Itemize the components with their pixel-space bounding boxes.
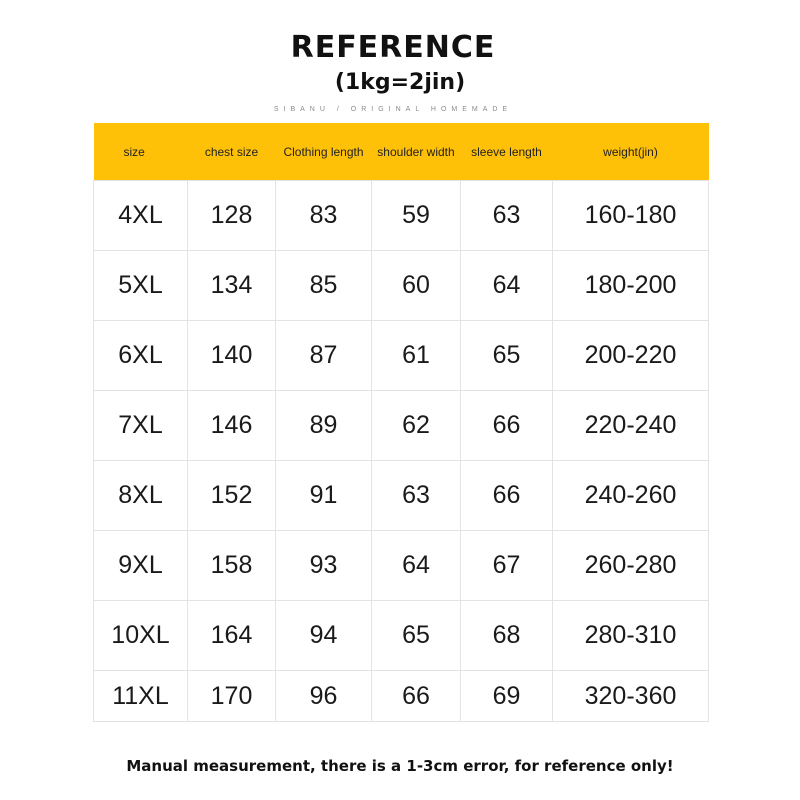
cell-clothing-length: 94 xyxy=(276,601,372,671)
cell-weight: 200-220 xyxy=(553,321,709,391)
cell-sleeve-length: 65 xyxy=(461,321,553,391)
size-chart-table xyxy=(93,123,709,722)
measurement-disclaimer: Manual measurement, there is a 1-3cm error, for reference only! xyxy=(126,757,674,775)
cell-sleeve-length: 63 xyxy=(461,181,553,251)
cell-size: 7XL xyxy=(94,391,188,461)
cell-size: 5XL xyxy=(94,251,188,321)
table-row xyxy=(94,671,709,722)
cell-clothing-length: 87 xyxy=(276,321,372,391)
cell-sleeve-length: 64 xyxy=(461,251,553,321)
table-row xyxy=(94,391,709,461)
cell-shoulder-width: 59 xyxy=(372,181,461,251)
cell-size: 4XL xyxy=(94,181,188,251)
cell-weight: 320-360 xyxy=(553,671,709,722)
cell-sleeve-length: 66 xyxy=(461,391,553,461)
column-header-shoulder-width: shoulder width xyxy=(372,123,461,181)
cell-sleeve-length: 67 xyxy=(461,531,553,601)
cell-chest-size: 164 xyxy=(188,601,276,671)
cell-shoulder-width: 61 xyxy=(372,321,461,391)
cell-chest-size: 170 xyxy=(188,671,276,722)
column-header-clothing-length: Clothing length xyxy=(276,123,372,181)
cell-shoulder-width: 63 xyxy=(372,461,461,531)
cell-chest-size: 146 xyxy=(188,391,276,461)
cell-size: 8XL xyxy=(94,461,188,531)
cell-clothing-length: 89 xyxy=(276,391,372,461)
cell-sleeve-length: 69 xyxy=(461,671,553,722)
cell-weight: 160-180 xyxy=(553,181,709,251)
cell-clothing-length: 96 xyxy=(276,671,372,722)
cell-shoulder-width: 62 xyxy=(372,391,461,461)
table-row xyxy=(94,531,709,601)
cell-shoulder-width: 60 xyxy=(372,251,461,321)
cell-shoulder-width: 66 xyxy=(372,671,461,722)
cell-weight: 240-260 xyxy=(553,461,709,531)
cell-chest-size: 158 xyxy=(188,531,276,601)
cell-clothing-length: 83 xyxy=(276,181,372,251)
cell-weight: 260-280 xyxy=(553,531,709,601)
cell-clothing-length: 91 xyxy=(276,461,372,531)
column-header-weight: weight(jin) xyxy=(553,123,709,181)
cell-size: 11XL xyxy=(94,671,188,722)
cell-chest-size: 152 xyxy=(188,461,276,531)
cell-chest-size: 128 xyxy=(188,181,276,251)
table-row xyxy=(94,251,709,321)
cell-clothing-length: 93 xyxy=(276,531,372,601)
table-row xyxy=(94,461,709,531)
table-header-row xyxy=(94,123,709,181)
cell-weight: 280-310 xyxy=(553,601,709,671)
cell-chest-size: 134 xyxy=(188,251,276,321)
column-header-size: size xyxy=(94,123,188,181)
column-header-sleeve-length: sleeve length xyxy=(461,123,553,181)
table-row xyxy=(94,601,709,671)
cell-shoulder-width: 64 xyxy=(372,531,461,601)
page-title: REFERENCE xyxy=(290,30,496,65)
table-row xyxy=(94,181,709,251)
cell-chest-size: 140 xyxy=(188,321,276,391)
unit-conversion-note: (1kg=2jin) xyxy=(334,70,466,95)
cell-sleeve-length: 68 xyxy=(461,601,553,671)
cell-sleeve-length: 66 xyxy=(461,461,553,531)
cell-size: 10XL xyxy=(94,601,188,671)
cell-weight: 180-200 xyxy=(553,251,709,321)
cell-size: 9XL xyxy=(94,531,188,601)
cell-clothing-length: 85 xyxy=(276,251,372,321)
column-header-chest-size: chest size xyxy=(188,123,276,181)
table-row xyxy=(94,321,709,391)
brand-tagline: SIBANU / ORIGINAL HOMEMADE xyxy=(273,106,513,113)
cell-size: 6XL xyxy=(94,321,188,391)
cell-shoulder-width: 65 xyxy=(372,601,461,671)
cell-weight: 220-240 xyxy=(553,391,709,461)
